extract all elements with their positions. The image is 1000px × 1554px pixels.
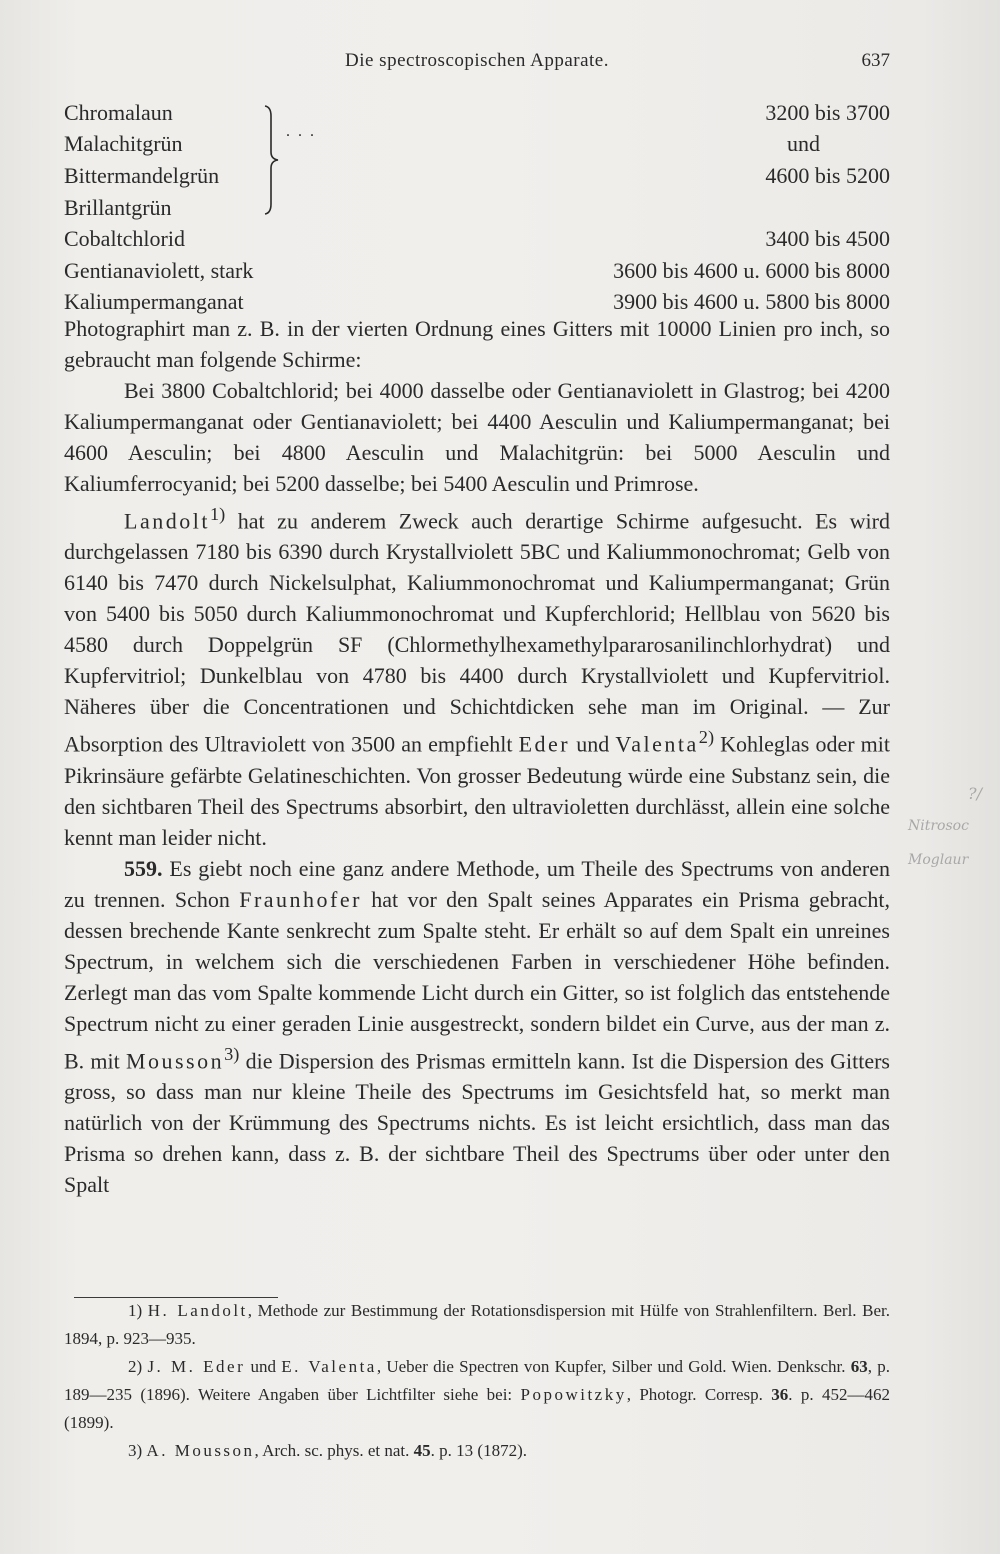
- wavelength-range: 3600 bis 4600 u. 6000 bis 8000: [613, 258, 890, 283]
- footnote: [64, 1437, 890, 1465]
- table-row: [64, 163, 890, 193]
- footnote: [64, 1297, 890, 1353]
- footnote-text: , p. 189—235 (1896). Weitere Angaben über Lichtfilter siehe bei:: [64, 1357, 891, 1404]
- substance-name: Brillantgrün: [64, 195, 172, 220]
- author-name: Popowitzky: [520, 1385, 627, 1404]
- footnote-text: , Arch. sc. phys. et nat.: [254, 1441, 414, 1460]
- wavelength-range: und: [787, 131, 820, 156]
- table-row: [64, 258, 890, 288]
- paragraph: [64, 853, 890, 1200]
- paragraph-text: Es giebt noch eine ganz andere Methode, um Theile des Spectrums von anderen zu trennen. Schon: [64, 855, 890, 912]
- wavelength-range: 3200 bis 3700: [765, 100, 890, 125]
- volume-number: 63: [850, 1357, 868, 1376]
- margin-annotation: Nitrosoc: [908, 818, 969, 834]
- substance-name: Chromalaun: [64, 100, 173, 125]
- paragraph: [64, 499, 890, 853]
- author-name: Landolt: [124, 508, 210, 534]
- footnote-ref: 2): [698, 727, 715, 748]
- table-row: [64, 100, 890, 130]
- paragraph: Photographirt man z. B. in der vierten Ordnung eines Gitters mit 10000 Linien pro inch, so gebraucht man folgende Schirme:: [64, 316, 890, 372]
- wavelength-range: 3900 bis 4600 u. 5800 bis 8000: [613, 289, 890, 314]
- paragraph-text: und: [570, 731, 616, 757]
- brace-dots: . . .: [286, 123, 316, 140]
- substance-name: Kaliumpermanganat: [64, 289, 244, 314]
- substance-name: Cobaltchlorid: [64, 226, 185, 251]
- wavelength-range: 4600 bis 5200: [765, 163, 890, 188]
- footnote-mark: 1): [128, 1301, 143, 1320]
- author-name: E. Valenta: [281, 1357, 377, 1376]
- table-row: [64, 131, 890, 161]
- margin-annotation: ?/: [968, 784, 982, 803]
- footnote-mark: 2): [128, 1357, 143, 1376]
- substance-name: Bittermandelgrün: [64, 163, 220, 188]
- author-name: Valenta: [615, 731, 699, 757]
- margin-annotation: Moglaur: [908, 852, 969, 868]
- section-number: 559.: [124, 855, 163, 881]
- footnote-ref: 1): [209, 504, 226, 524]
- footnote: 2) J. M. Eder und E. Valenta, Ueber die Spectren von Kupfer, Silber und Gold. Wien. Denkschr. 63, p. 189—235 (1896). Weitere Angaben über Lichtfilter siehe bei: Popowitzky, Photogr. Corresp. 36. p. 452—462 (1899).: [64, 1357, 891, 1432]
- paragraph-text: die Dispersion des Prismas ermitteln kann. Ist die Dispersion des Gitters gross, so dass man nur kleine Theile des Spectrums im Gesichtsfeld hat, so merkt man natürlich von der Krümmung des Spectrums nichts. Es ist leicht ersichtlich, dass man das Prisma so drehen kann, dass z. B. der sichtbare Theil des Spectrums über oder unter den Spalt: [64, 1047, 890, 1197]
- substance-name: Malachitgrün: [64, 131, 183, 156]
- footnote-text: , Photogr. Corresp.: [626, 1385, 772, 1404]
- curly-brace-icon: [262, 104, 282, 216]
- footnote-mark: 3): [128, 1441, 143, 1460]
- table-row: [64, 195, 890, 225]
- author-name: A. Mousson: [146, 1441, 255, 1460]
- footnote-text: . p. 452—462 (1899).: [64, 1385, 890, 1432]
- author-name: Mousson: [125, 1047, 225, 1073]
- body-text: [64, 313, 890, 1200]
- footnote-ref: 3): [224, 1043, 240, 1064]
- running-title: Die spectroscopischen Apparate.: [345, 50, 609, 71]
- table-row: [64, 226, 890, 256]
- author-name: Fraunhofer: [239, 886, 362, 912]
- footnote-text: , Ueber die Spectren von Kupfer, Silber und Gold. Wien. Denkschr.: [376, 1357, 851, 1376]
- paragraph-text: hat zu anderem Zweck auch derartige Schirme aufgesucht. Es wird durchgelassen 7180 bis 6390 durch Krystallviolett 5BC und Kaliummonochromat; Gelb von 6140 bis 7470 durch Nickelsulphat, Kaliummonochromat und Kaliumpermanganat; Grün von 5400 bis 5050 durch Kaliummonochromat und Kupferchlorid; Hellblau von 5620 bis 4580 durch Doppelgrün SF (Chlormethylhexamethylpararosanilinchlorhydrat) und Kupfervitriol; Dunkelblau von 4780 bis 4400 durch Krystallviolett und Kupfervitriol. Näheres über die Concentrationen und Schichtdicken sehe man im Original. — Zur Absorption des Ultraviolett von 3500 an empfiehlt: [64, 508, 890, 757]
- volume-number: 45: [413, 1441, 431, 1460]
- substance-name: Gentianaviolett, stark: [64, 258, 254, 283]
- paragraph: Bei 3800 Cobaltchlorid; bei 4000 dasselbe oder Gentianaviolett in Glastrog; bei 4200 Kaliumpermanganat oder Gentianaviolett; bei 4400 Aesculin und Kaliumpermanganat; bei 4600 Aesculin; bei 4800 Aesculin und Malachitgrün: bei 5000 Aesculin und Kaliumferrocyanid; bei 5200 dasselbe; bei 5400 Aesculin und Primrose.: [64, 378, 890, 496]
- author-name: Eder: [518, 731, 571, 757]
- page-number: 637: [861, 50, 890, 71]
- footnote-text: . p. 13 (1872).: [430, 1441, 527, 1460]
- footnote-text: , Methode zur Bestimmung der Rotationsdispersion mit Hülfe von Strahlenfiltern. Berl. Ber. 1894, p. 923—935.: [64, 1301, 891, 1348]
- running-header: [64, 50, 890, 76]
- wavelength-range: 3400 bis 4500: [765, 226, 890, 251]
- footnotes: [64, 1297, 890, 1465]
- author-name: H. Landolt: [147, 1301, 248, 1320]
- volume-number: 36: [771, 1385, 789, 1404]
- paragraph-text: Kohleglas oder mit Pikrinsäure gefärbte Gelatineschichten. Von grosser Bedeutung würde eine Substanz sein, die den sichtbaren Theil des Spectrums absorbirt, den ultravioletten durchlässt, allein eine solche kennt man leider nicht.: [64, 731, 891, 850]
- author-name: J. M. Eder: [147, 1357, 246, 1376]
- paragraph-text: hat vor den Spalt seines Apparates ein Prisma gebracht, dessen brechende Kante senkrecht zum Spalte steht. Er erhält so auf dem Spalt ein unreines Spectrum, in welchem sich die verschiedenen Farben in verschiedener Höhe befinden. Zerlegt man das vom Spalte kommende Licht durch ein Gitter, so ist folglich das entstehende Spectrum nicht zu einer geraden Linie ausgestreckt, sondern bildet ein Curve, aus der man z. B. mit: [64, 886, 890, 1073]
